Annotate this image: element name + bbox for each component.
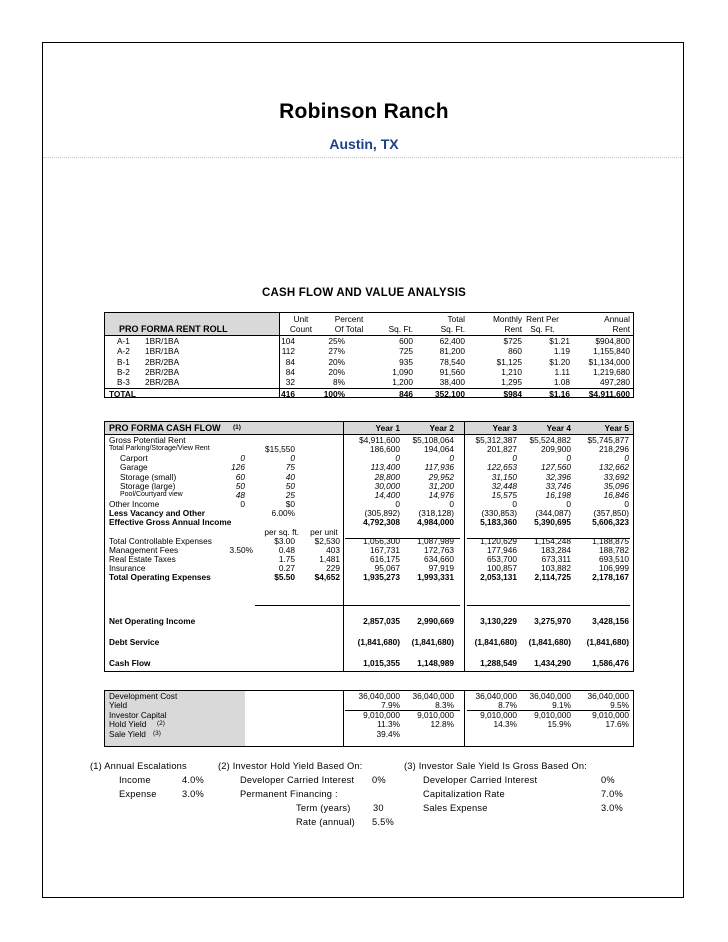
egi-year5: 5,606,323 xyxy=(592,517,629,528)
hdr-year3: Year 3 xyxy=(492,423,517,433)
unit-id: A-2 xyxy=(117,346,130,357)
expense-per-unit: $2,530 xyxy=(314,535,340,546)
debt-year3: (1,841,680) xyxy=(474,637,517,647)
rent-roll-row xyxy=(105,377,633,388)
vacancy-year3: (330,853) xyxy=(481,508,517,519)
cash-flow-table xyxy=(104,421,634,672)
toe-year1: 1,935,273 xyxy=(363,572,400,583)
total-label: TOTAL xyxy=(109,389,136,399)
fn1-income-label: Income xyxy=(119,775,151,785)
parking-year2: 194,064 xyxy=(424,444,454,455)
unit-pct: 8% xyxy=(333,377,345,388)
total-sqft: 846 xyxy=(399,389,413,399)
unit-annual-rent: $904,800 xyxy=(595,336,630,346)
toe-per-unit: $4,652 xyxy=(314,572,340,583)
egi-year1: 4,792,308 xyxy=(363,517,400,528)
expense-year2: 97,919 xyxy=(428,563,454,574)
page-title: Robinson Ranch xyxy=(279,100,449,123)
egi-year4: 5,390,695 xyxy=(534,517,571,528)
hold-year5: 17.6% xyxy=(605,719,629,729)
sub-year1: 28,800 xyxy=(374,471,400,482)
toe-year5: 2,178,167 xyxy=(592,572,629,583)
total-per-sqft: $1.16 xyxy=(549,389,570,399)
parking-year5: 218,296 xyxy=(599,444,629,455)
expense-year5: 1,188,875 xyxy=(592,535,629,546)
hdr-year5: Year 5 xyxy=(604,423,629,433)
expense-year1: 95,067 xyxy=(374,563,400,574)
hdr-per-unit: per unit xyxy=(310,527,338,537)
expense-year5: 106,999 xyxy=(599,563,629,574)
dev-cost-year5: 36,040,000 xyxy=(587,691,629,701)
unit-count: 32 xyxy=(285,377,295,388)
hold-year2: 12.8% xyxy=(430,719,454,729)
unit-sqft: 725 xyxy=(399,346,413,357)
hdr-percent: Percent xyxy=(334,314,364,324)
sub-year2: 0 xyxy=(449,453,454,464)
fn3-sales-value: 3.0% xyxy=(601,803,623,813)
sub-year5: 132,662 xyxy=(599,462,629,473)
expense-label: Management Fees xyxy=(109,544,179,555)
unit-total-sqft: 91,560 xyxy=(439,366,465,377)
hold-year3: 14.3% xyxy=(493,719,517,729)
expense-label: Insurance xyxy=(109,563,146,574)
expense-year2: 172,763 xyxy=(424,544,454,555)
fn3-cap-label: Capitalization Rate xyxy=(423,789,505,799)
rent-roll-row xyxy=(105,336,633,347)
other-income-rate: $0 xyxy=(285,499,295,510)
sub-year1: 113,400 xyxy=(370,462,400,473)
gross-rent-label: Gross Potential Rent xyxy=(109,435,186,445)
sub-year1: 0 xyxy=(395,453,400,464)
gross-rent-year1: $4,911,600 xyxy=(359,435,400,445)
rent-roll-total-row xyxy=(105,389,633,400)
cash-flow-year4: 1,434,290 xyxy=(534,658,571,668)
gross-rent-year4: $5,524,882 xyxy=(529,435,571,445)
unit-count: 84 xyxy=(285,366,295,377)
toe-year3: 2,053,131 xyxy=(480,572,517,583)
total-annual: $4,911,600 xyxy=(588,389,630,399)
fn2-rate-value: 5.5% xyxy=(372,817,394,827)
hdr-per-sqft: per sq. ft. xyxy=(264,527,299,537)
hdr-sqft: Sq. Ft. xyxy=(388,324,413,334)
other-income-year3: 0 xyxy=(512,499,517,510)
unit-sqft: 600 xyxy=(399,336,413,346)
sub-year3: 122,653 xyxy=(487,462,517,473)
expense-year4: 673,311 xyxy=(541,553,571,564)
unit-pct: 25% xyxy=(328,336,345,346)
total-pct: 100% xyxy=(323,389,345,399)
vacancy-rate: 6.00% xyxy=(271,508,295,519)
expense-year3: 100,857 xyxy=(487,563,517,574)
capital-label: Investor Capital xyxy=(109,710,167,720)
toe-per-sqft: $5.50 xyxy=(274,572,295,583)
other-income-label: Other Income xyxy=(109,499,160,510)
toe-year4: 2,114,725 xyxy=(534,572,571,583)
fn3-title: (3) Investor Sale Yield Is Gross Based On: xyxy=(404,761,588,771)
sub-year2: 14,976 xyxy=(428,489,454,500)
rent-roll-row xyxy=(105,357,633,368)
expense-year3: 1,120,629 xyxy=(480,535,517,546)
expense-year3: 653,700 xyxy=(487,553,517,564)
parking-year3: 201,827 xyxy=(487,444,517,455)
unit-monthly-rent: 1,210 xyxy=(501,366,522,377)
cash-flow-year5: 1,586,476 xyxy=(592,658,629,668)
dev-cost-year3: 36,040,000 xyxy=(475,691,517,701)
sale-label: Sale Yield xyxy=(109,729,146,739)
sub-rate: 50 xyxy=(285,480,295,491)
other-income-year1: 0 xyxy=(395,499,400,510)
rent-roll-row xyxy=(105,367,633,378)
sub-rate: 40 xyxy=(285,471,295,482)
cash-flow-year1: 1,015,355 xyxy=(363,658,400,668)
rent-roll-row xyxy=(105,346,633,357)
toe-label: Total Operating Expenses xyxy=(109,572,211,583)
fn2-title: (2) Investor Hold Yield Based On: xyxy=(218,761,363,771)
vacancy-year2: (318,128) xyxy=(418,508,454,519)
noi-year5: 3,428,156 xyxy=(592,616,629,626)
unit-total-sqft: 38,400 xyxy=(439,377,465,388)
sub-label: Pool/Courtyard view xyxy=(120,490,183,498)
hdr-rent-roll: PRO FORMA RENT ROLL xyxy=(119,324,228,334)
hdr-monthly: Monthly xyxy=(492,314,522,324)
unit-sqft: 1,090 xyxy=(392,366,413,377)
unit-id: B-3 xyxy=(117,377,130,388)
fn1-title: (1) Annual Escalations xyxy=(90,761,187,771)
noi-year4: 3,275,970 xyxy=(534,616,571,626)
sub-year5: 35,096 xyxy=(603,480,629,491)
fn3-dev-value: 0% xyxy=(601,775,615,785)
sub-year5: 33,692 xyxy=(603,471,629,482)
unit-pct: 27% xyxy=(328,346,345,357)
unit-count: 104 xyxy=(281,336,295,346)
noi-year2: 2,990,669 xyxy=(417,616,454,626)
noi-row xyxy=(105,616,633,627)
dev-cost-year2: 36,040,000 xyxy=(412,691,454,701)
unit-annual-rent: 1,219,680 xyxy=(593,366,630,377)
sub-rate: 0 xyxy=(290,453,295,464)
cash-flow-title: PRO FORMA CASH FLOW xyxy=(109,423,221,433)
sale-note: (3) xyxy=(153,730,161,737)
unit-type: 1BR/1BA xyxy=(145,336,180,346)
cash-flow-note: (1) xyxy=(233,424,241,431)
unit-annual-rent: 1,155,840 xyxy=(593,346,630,357)
vacancy-year1: (305,892) xyxy=(364,508,400,519)
unit-type: 1BR/1BA xyxy=(145,346,180,357)
sub-label: Storage (large) xyxy=(120,480,176,491)
capital-year1: 9,010,000 xyxy=(363,710,400,720)
total-monthly: $984 xyxy=(503,389,522,399)
unit-rent-per-sqft: 1.19 xyxy=(553,346,570,357)
yield-label: Yield xyxy=(109,700,128,710)
toe-year2: 1,993,331 xyxy=(417,572,454,583)
expense-per-sqft: 0.48 xyxy=(278,544,295,555)
expense-per-sqft: 0.27 xyxy=(278,563,295,574)
vacancy-label: Less Vacancy and Other xyxy=(109,508,205,519)
hold-note: (2) xyxy=(157,720,165,727)
expense-label: Real Estate Taxes xyxy=(109,553,176,564)
fn1-expense-value: 3.0% xyxy=(182,789,204,799)
gross-rent-year3: $5,312,387 xyxy=(475,435,517,445)
expense-year4: 183,284 xyxy=(541,544,571,555)
expense-year1: 167,731 xyxy=(370,544,400,555)
egi-year3: 5,183,360 xyxy=(480,517,517,528)
unit-monthly-rent: $1,125 xyxy=(496,356,522,367)
total-opex-row xyxy=(105,572,633,583)
unit-sqft: 1,200 xyxy=(392,377,413,388)
hold-year1: 11.3% xyxy=(377,719,400,729)
sub-year4: 32,396 xyxy=(545,471,571,482)
expense-per-unit: 1,481 xyxy=(319,553,340,564)
debt-label: Debt Service xyxy=(109,637,160,647)
other-income-year5: 0 xyxy=(624,499,629,510)
rent-roll-table xyxy=(104,312,634,398)
fn2-dev-label: Developer Carried Interest xyxy=(240,775,355,785)
unit-count: 84 xyxy=(285,356,295,367)
sub-year5: 16,846 xyxy=(603,489,629,500)
hdr-year4: Year 4 xyxy=(546,423,571,433)
hdr-rent-per-sqft: Sq. Ft. xyxy=(530,324,555,334)
unit-id: B-1 xyxy=(117,356,130,367)
sub-year2: 29,952 xyxy=(428,471,454,482)
hdr-of-total: Of Total xyxy=(334,324,364,334)
yield-year4: 9.1% xyxy=(552,700,571,710)
capital-year3: 9,010,000 xyxy=(480,710,517,720)
noi-label: Net Operating Income xyxy=(109,616,196,626)
sub-label: Garage xyxy=(120,462,148,473)
yield-year3: 8.7% xyxy=(498,700,517,710)
unit-annual-rent: $1,134,000 xyxy=(588,356,630,367)
parking-year1: 186,600 xyxy=(370,444,400,455)
sub-count: 48 xyxy=(235,489,245,500)
unit-total-sqft: 81,200 xyxy=(439,346,465,357)
debt-year1: (1,841,680) xyxy=(357,637,400,647)
capital-year2: 9,010,000 xyxy=(417,710,454,720)
expense-year1: 1,056,300 xyxy=(363,535,400,546)
cash-flow-year3: 1,288,549 xyxy=(480,658,517,668)
unit-id: B-2 xyxy=(117,366,130,377)
hdr-year2: Year 2 xyxy=(429,423,454,433)
egi-year2: 4,984,000 xyxy=(417,517,454,528)
fn2-dev-value: 0% xyxy=(372,775,386,785)
debt-year5: (1,841,680) xyxy=(586,637,629,647)
unit-rent-per-sqft: 1.11 xyxy=(554,366,570,377)
cash-flow-row xyxy=(105,658,633,669)
hdr-total: Total xyxy=(447,314,465,324)
expense-extra: 3.50% xyxy=(229,544,253,555)
noi-year1: 2,857,035 xyxy=(363,616,400,626)
sale-year1: 39.4% xyxy=(376,729,400,739)
vacancy-year5: (357,850) xyxy=(593,508,629,519)
unit-type: 2BR/2BA xyxy=(145,356,180,367)
parking-year4: 209,900 xyxy=(541,444,571,455)
sale-yield-row xyxy=(105,729,633,740)
unit-type: 2BR/2BA xyxy=(145,366,180,377)
sub-year2: 31,200 xyxy=(428,480,454,491)
unit-monthly-rent: 860 xyxy=(508,346,522,357)
dev-cost-year4: 36,040,000 xyxy=(529,691,571,701)
header-divider xyxy=(43,157,683,158)
fn3-cap-value: 7.0% xyxy=(601,789,623,799)
expense-per-sqft: 1.75 xyxy=(278,553,295,564)
unit-total-sqft: 78,540 xyxy=(439,356,465,367)
debt-year2: (1,841,680) xyxy=(411,637,454,647)
returns-table xyxy=(104,690,634,747)
other-income-count: 0 xyxy=(240,499,245,510)
sub-count: 0 xyxy=(240,453,245,464)
dev-cost-year1: 36,040,000 xyxy=(358,691,400,701)
gross-rent-year5: $5,745,877 xyxy=(587,435,629,445)
hdr-year1: Year 1 xyxy=(375,423,400,433)
dev-cost-label: Development Cost xyxy=(109,691,178,701)
unit-monthly-rent: 1,295 xyxy=(501,377,522,388)
unit-annual-rent: 497,280 xyxy=(600,377,630,388)
other-income-year2: 0 xyxy=(449,499,454,510)
expense-per-unit: 403 xyxy=(326,544,340,555)
fn3-dev-label: Developer Carried Interest xyxy=(423,775,538,785)
unit-pct: 20% xyxy=(328,356,345,367)
hold-yield-row xyxy=(105,719,633,730)
unit-rent-per-sqft: $1.21 xyxy=(549,336,570,346)
yield-row xyxy=(105,700,633,711)
expense-year2: 1,087,989 xyxy=(417,535,454,546)
expense-year3: 177,946 xyxy=(487,544,517,555)
yield-year1: 7.9% xyxy=(381,700,400,710)
sub-count: 50 xyxy=(235,480,245,491)
hold-year4: 15.9% xyxy=(547,719,571,729)
total-count: 416 xyxy=(281,389,295,399)
hdr-count: Count xyxy=(289,324,313,334)
sub-rate: 75 xyxy=(285,462,295,473)
unit-rent-per-sqft: $1.20 xyxy=(549,356,570,367)
debt-service-row xyxy=(105,637,633,648)
sub-label: Carport xyxy=(120,453,148,464)
gross-rent-year2: $5,108,064 xyxy=(412,435,454,445)
cash-flow-year2: 1,148,989 xyxy=(417,658,454,668)
sub-year1: 14,400 xyxy=(374,489,400,500)
fn1-expense-label: Expense xyxy=(119,789,157,799)
fn2-rate-label: Rate (annual) xyxy=(296,817,355,827)
sub-year3: 32,448 xyxy=(491,480,517,491)
sub-year4: 16,198 xyxy=(545,489,571,500)
sub-year4: 127,560 xyxy=(541,462,571,473)
expense-year4: 103,882 xyxy=(541,563,571,574)
capital-year5: 9,010,000 xyxy=(592,710,629,720)
sub-count: 126 xyxy=(231,462,245,473)
expense-label: Total Controllable Expenses xyxy=(109,535,212,546)
cash-flow-label: Cash Flow xyxy=(109,658,151,668)
parking-monthly: $15,550 xyxy=(265,444,295,455)
noi-year3: 3,130,229 xyxy=(480,616,517,626)
unit-total-sqft: 62,400 xyxy=(439,336,465,346)
sub-year4: 33,746 xyxy=(545,480,571,491)
expense-year2: 634,660 xyxy=(424,553,454,564)
sub-year3: 0 xyxy=(512,453,517,464)
sheet-title: CASH FLOW AND VALUE ANALYSIS xyxy=(261,287,467,299)
page-subtitle: Austin, TX xyxy=(329,136,399,152)
expense-per-sqft: $3.00 xyxy=(274,535,295,546)
hdr-rent: Rent xyxy=(504,324,522,334)
yield-year2: 8.3% xyxy=(435,700,454,710)
sub-rate: 25 xyxy=(285,489,295,500)
unit-sqft: 935 xyxy=(399,356,413,367)
sub-label: Storage (small) xyxy=(120,471,177,482)
sub-year4: 0 xyxy=(566,453,571,464)
expense-year5: 693,510 xyxy=(599,553,629,564)
fn2-term-label: Term (years) xyxy=(296,803,351,813)
sub-year2: 117,936 xyxy=(424,462,454,473)
fn1-income-value: 4.0% xyxy=(182,775,204,785)
hdr-total-sqft: Sq. Ft. xyxy=(440,324,465,334)
capital-year4: 9,010,000 xyxy=(534,710,571,720)
unit-type: 2BR/2BA xyxy=(145,377,180,388)
sub-year3: 15,575 xyxy=(491,489,517,500)
other-income-year4: 0 xyxy=(566,499,571,510)
total-total-sqft: 352,100 xyxy=(435,389,465,399)
expense-year5: 188,782 xyxy=(599,544,629,555)
hdr-rent-per: Rent Per xyxy=(526,314,559,324)
sub-year1: 30,000 xyxy=(374,480,400,491)
sub-year5: 0 xyxy=(624,453,629,464)
debt-year4: (1,841,680) xyxy=(528,637,571,647)
fn3-sales-label: Sales Expense xyxy=(423,803,488,813)
sub-count: 60 xyxy=(235,471,245,482)
hold-label: Hold Yield xyxy=(109,719,147,729)
unit-count: 112 xyxy=(281,346,295,357)
yield-year5: 9.5% xyxy=(610,700,629,710)
egi-label: Effective Gross Annual Income xyxy=(109,517,232,528)
expense-per-unit: 229 xyxy=(326,563,340,574)
hdr-annual: Annual xyxy=(604,314,630,324)
unit-rent-per-sqft: 1.08 xyxy=(553,377,570,388)
hdr-annual-rent: Rent xyxy=(612,324,630,334)
unit-pct: 20% xyxy=(328,366,345,377)
expense-year4: 1,154,248 xyxy=(534,535,571,546)
parking-label: Total Parking/Storage/View Rent xyxy=(109,445,210,453)
fn2-perm-label: Permanent Financing : xyxy=(240,789,338,799)
unit-monthly-rent: $725 xyxy=(503,336,522,346)
sub-year3: 31,150 xyxy=(491,471,517,482)
unit-id: A-1 xyxy=(117,336,130,346)
expense-year1: 616,175 xyxy=(370,553,400,564)
fn2-term-value: 30 xyxy=(373,803,384,813)
hdr-unit: Unit xyxy=(293,314,309,324)
vacancy-year4: (344,087) xyxy=(535,508,571,519)
